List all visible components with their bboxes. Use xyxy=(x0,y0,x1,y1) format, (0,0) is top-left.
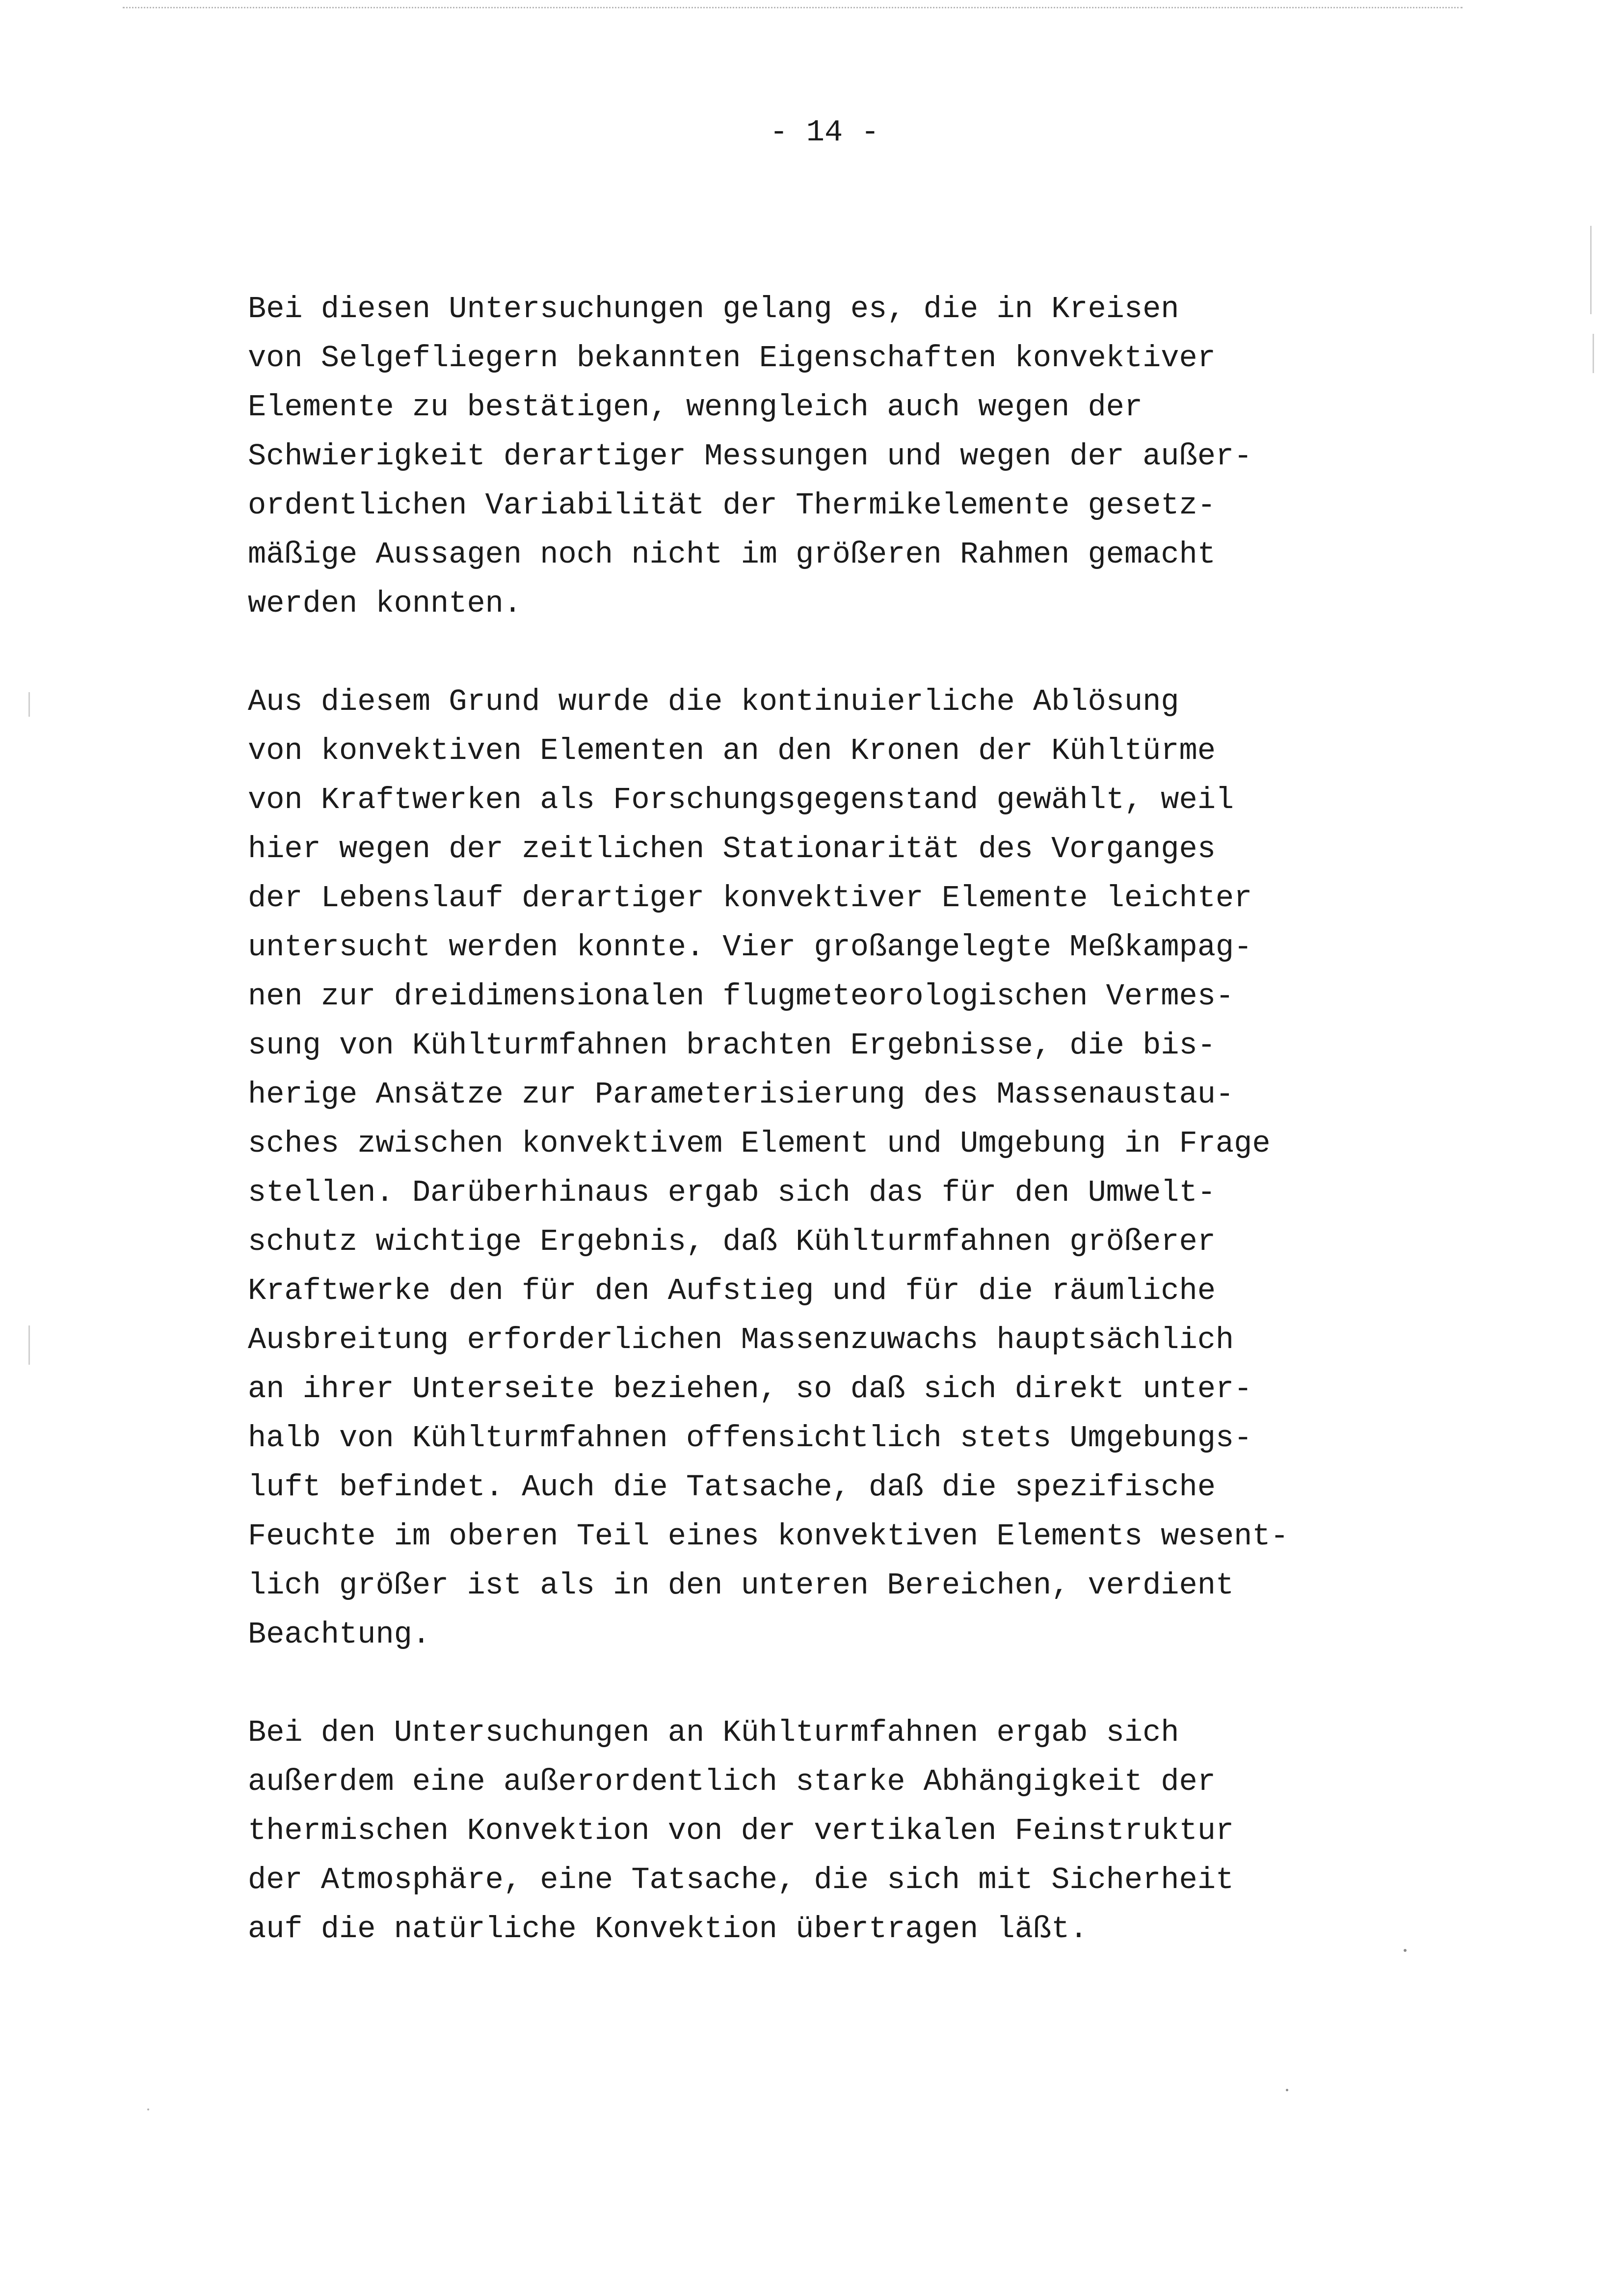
text-line: mäßige Aussagen noch nicht im größeren Rahmen gemacht xyxy=(248,537,1216,572)
text-line: sung von Kühlturmfahnen brachten Ergebnisse, die bis- xyxy=(248,1028,1216,1063)
text-line: nen zur dreidimensionalen flugmeteorologischen Vermes- xyxy=(248,979,1234,1014)
text-line: Ausbreitung erforderlichen Massenzuwachs hauptsächlich xyxy=(248,1323,1234,1357)
text-line: von Kraftwerken als Forschungsgegenstand gewählt, weil xyxy=(248,783,1234,817)
paragraph-3 xyxy=(248,1708,1234,1954)
paragraph-2 xyxy=(248,677,1289,1659)
text-line: lich größer ist als in den unteren Bereichen, verdient xyxy=(248,1568,1234,1603)
text-line: Kraftwerke den für den Aufstieg und für die räumliche xyxy=(248,1273,1216,1308)
text-line: werden konnten. xyxy=(248,586,522,621)
text-line: ordentlichen Variabilität der Thermikelemente gesetz- xyxy=(248,488,1216,523)
paragraph-1 xyxy=(248,285,1252,628)
text-line: Beachtung. xyxy=(248,1617,431,1652)
text-line: stellen. Darüberhinaus ergab sich das für den Umwelt- xyxy=(248,1175,1216,1210)
text-line: Elemente zu bestätigen, wenngleich auch wegen der xyxy=(248,390,1143,425)
scan-margin-mark xyxy=(28,1325,30,1365)
text-line: der Atmosphäre, eine Tatsache, die sich mit Sicherheit xyxy=(248,1863,1234,1897)
text-line: luft befindet. Auch die Tatsache, daß die spezifische xyxy=(248,1470,1216,1505)
scan-speck xyxy=(1286,2089,1288,2091)
text-line: herige Ansätze zur Parameterisierung des Massenaustau- xyxy=(248,1077,1234,1112)
scan-margin-mark xyxy=(28,692,30,717)
scan-speck xyxy=(1404,1949,1407,1952)
text-line: Feuchte im oberen Teil eines konvektiven Elements wesent- xyxy=(248,1519,1289,1554)
text-line: Schwierigkeit derartiger Messungen und wegen der außer- xyxy=(248,439,1252,474)
scan-margin-mark xyxy=(1593,334,1594,373)
top-edge-scan-line xyxy=(123,7,1463,8)
text-line: der Lebenslauf derartiger konvektiver Elemente leichter xyxy=(248,881,1252,916)
text-line: an ihrer Unterseite beziehen, so daß sich direkt unter- xyxy=(248,1372,1252,1406)
page-number: - 14 - xyxy=(770,115,879,150)
scan-margin-mark xyxy=(1590,226,1592,314)
scan-speck xyxy=(147,2108,149,2110)
text-line: auf die natürliche Konvektion übertragen läßt. xyxy=(248,1912,1088,1946)
text-line: von konvektiven Elementen an den Kronen der Kühltürme xyxy=(248,733,1216,768)
text-line: halb von Kühlturmfahnen offensichtlich stets Umgebungs- xyxy=(248,1421,1252,1456)
text-line: Aus diesem Grund wurde die kontinuierliche Ablösung xyxy=(248,684,1179,719)
text-line: von Selgefliegern bekannten Eigenschaften konvektiver xyxy=(248,341,1216,376)
text-line: Bei den Untersuchungen an Kühlturmfahnen ergab sich xyxy=(248,1715,1179,1750)
text-line: untersucht werden konnte. Vier großangelegte Meßkampag- xyxy=(248,930,1252,965)
text-line: schutz wichtige Ergebnis, daß Kühlturmfahnen größerer xyxy=(248,1224,1216,1259)
text-line: thermischen Konvektion von der vertikalen Feinstruktur xyxy=(248,1813,1234,1848)
text-line: sches zwischen konvektivem Element und Umgebung in Frage xyxy=(248,1126,1271,1161)
text-line: hier wegen der zeitlichen Stationarität des Vorganges xyxy=(248,832,1216,866)
text-line: Bei diesen Untersuchungen gelang es, die in Kreisen xyxy=(248,292,1179,326)
text-line: außerdem eine außerordentlich starke Abhängigkeit der xyxy=(248,1764,1216,1799)
